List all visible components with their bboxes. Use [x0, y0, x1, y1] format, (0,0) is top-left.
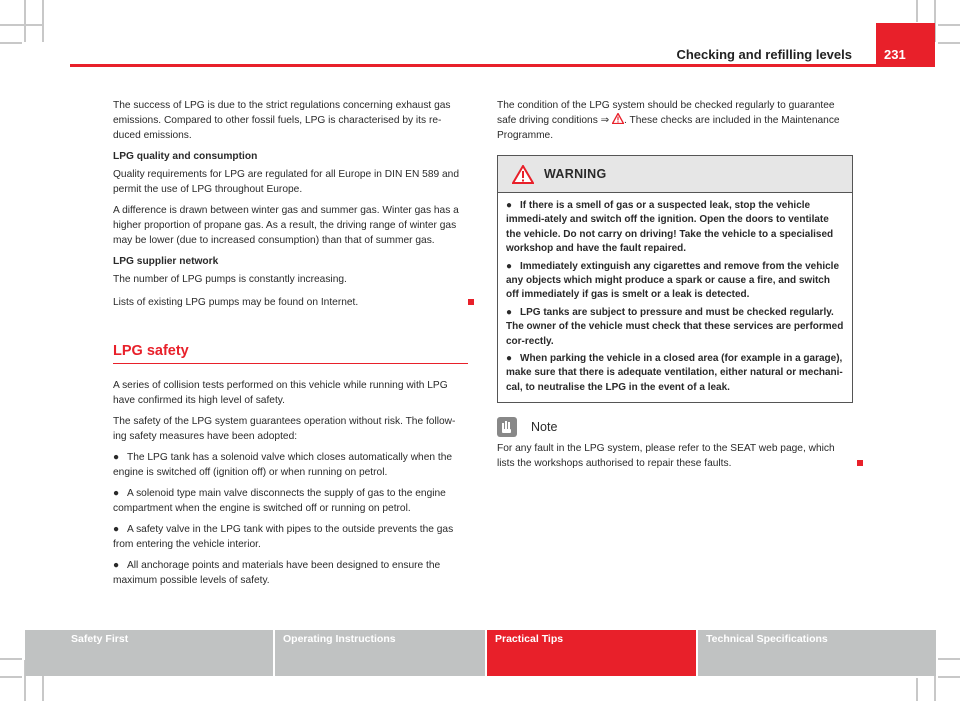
paragraph: The safety of the LPG system guarantees operation without risk. The follow-ing safety measures have been adopted:: [113, 416, 456, 442]
left-column: [113, 98, 468, 594]
crop-mark: [938, 24, 960, 26]
crop-mark: [938, 42, 960, 44]
warning-box: [497, 155, 853, 403]
warning-body: [498, 193, 852, 402]
warning-header: [498, 156, 852, 193]
warning-item: ● Immediately extinguish any cigarettes and remove from the vehicle any objects which might produce a spark or cause a fire, and switch off immediately if gas is smelt or a leak is detected.: [506, 260, 839, 301]
bullet-dot-icon: ●: [506, 353, 513, 365]
crop-mark: [938, 658, 960, 660]
note-header: [497, 417, 853, 437]
crop-mark: [916, 0, 918, 22]
page-header-title: Checking and refilling levels: [676, 47, 852, 62]
footer-nav: [0, 630, 936, 676]
bullet-dot-icon: ●: [113, 452, 120, 463]
paragraph: A difference is drawn between winter gas and summer gas. Winter gas has a higher proportion of propane gas. As a result, the driving range of winter gas may be lower (due to increased consumption) than that of summer gas.: [113, 205, 459, 246]
warning-item: ● When parking the vehicle in a closed area (for example in a garage), make sure that there is adequate ventilation, either natural or mechani-cal, to neutralise the LPG in the event of a leak.: [506, 353, 843, 393]
bullet-dot-icon: ●: [506, 306, 513, 318]
bullet-dot-icon: ●: [506, 260, 513, 272]
bullet-dot-icon: ●: [113, 524, 120, 535]
header-rule: [70, 64, 935, 67]
crop-mark: [24, 0, 26, 42]
section-title: LPG safety: [113, 344, 468, 364]
subheading: LPG supplier network: [113, 256, 219, 267]
footer-tab-operating-instructions[interactable]: Operating Instructions: [275, 630, 485, 676]
warning-triangle-icon: [612, 113, 624, 124]
note-label: Note: [531, 419, 558, 434]
crop-mark: [0, 676, 22, 678]
bullet-dot-icon: ●: [506, 200, 513, 211]
section-end-marker: [857, 460, 863, 466]
crop-mark: [938, 676, 960, 678]
crop-mark: [916, 678, 918, 701]
crop-mark: [0, 24, 42, 26]
paragraph: The number of LPG pumps is constantly increasing.: [113, 274, 347, 285]
bullet-item: ● A solenoid type main valve disconnects the supply of gas to the engine compartment when the engine is switched off or running on petrol.: [113, 488, 446, 514]
paragraph-text: Lists of existing LPG pumps may be found on Internet.: [113, 297, 359, 308]
warning-triangle-icon: [512, 165, 534, 184]
note-hand-icon: [497, 417, 517, 437]
paragraph: The condition of the LPG system should be checked regularly to guarantee safe driving conditions ⇒ . These checks are included in the Maintenance Programme.: [497, 100, 840, 141]
subheading: LPG quality and consumption: [113, 151, 258, 162]
footer-tab-safety-first[interactable]: Safety First: [25, 630, 273, 676]
section-end-marker: [468, 299, 474, 305]
paragraph: The success of LPG is due to the strict regulations concerning exhaust gas emissions. Compared to other fossil fuels, LPG is characterised by its re-duced emissions.: [113, 100, 451, 141]
warning-label: WARNING: [544, 166, 607, 181]
warning-item: ● LPG tanks are subject to pressure and must be checked regularly. The owner of the vehicle must check that these services are performed cor-rectly.: [506, 306, 844, 347]
bullet-item: ● All anchorage points and materials have been designed to ensure the maximum possible levels of safety.: [113, 560, 441, 586]
footer-tab-practical-tips[interactable]: Practical Tips: [487, 630, 696, 676]
crop-mark: [0, 42, 22, 44]
bullet-dot-icon: ●: [113, 488, 120, 499]
paragraph: [113, 295, 468, 310]
note-text: For any fault in the LPG system, please refer to the SEAT web page, which lists the workshops authorised to repair these faults.: [497, 441, 853, 471]
footer-tab-technical-specifications[interactable]: Technical Specifications: [698, 630, 936, 676]
bullet-item: ● A safety valve in the LPG tank with pipes to the outside prevents the gas from entering the vehicle interior.: [113, 524, 454, 550]
page-number: 231: [884, 47, 906, 62]
paragraph: Quality requirements for LPG are regulated for all Europe in DIN EN 589 and permit the use of LPG throughout Europe.: [113, 169, 459, 195]
paragraph: A series of collision tests performed on this vehicle while running with LPG have confirmed its high level of safety.: [113, 380, 448, 406]
bullet-item: ● The LPG tank has a solenoid valve which closes automatically when the engine is switched off (ignition off) or when running on petrol.: [113, 452, 453, 478]
bullet-dot-icon: ●: [113, 560, 120, 571]
warning-item: ● If there is a smell of gas or a suspected leak, stop the vehicle immedi-ately and switch off the ignition. Open the doors to ventilate the vehicle. Do not carry on driving! Take the vehicle to a specialised workshop and have the fault repaired.: [506, 200, 834, 255]
crop-mark: [42, 0, 44, 42]
right-column: [497, 98, 853, 477]
note-hand-glyph-icon: [500, 420, 514, 434]
